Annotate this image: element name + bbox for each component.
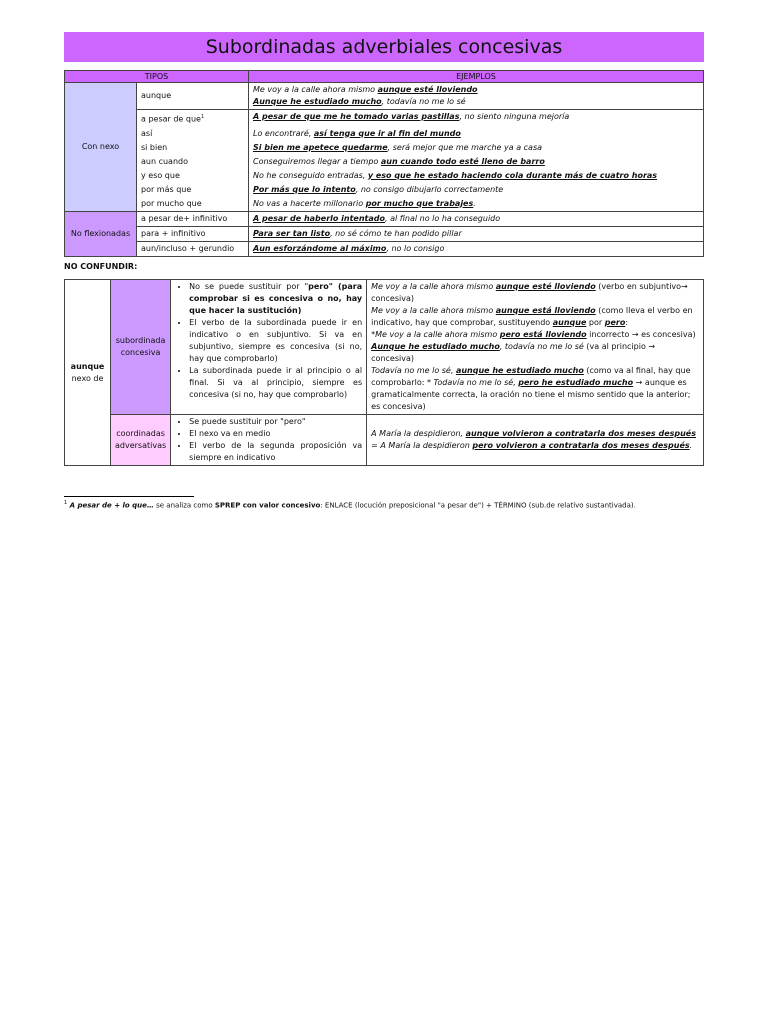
example-line <box>253 243 699 255</box>
text-run: Si bien me apetece quedarme <box>253 142 388 152</box>
tipo-cell: por más que <box>137 183 249 197</box>
text-run: , todavía no me lo sé <box>499 342 584 351</box>
text-run: pero <box>604 318 626 327</box>
text-run: SPREP con valor concesivo <box>214 501 321 510</box>
ejemplo-cell <box>249 155 704 169</box>
rule-item <box>189 281 362 317</box>
text-run: aunque esté lloviendo <box>495 282 596 291</box>
example-line <box>253 184 699 196</box>
text-run: , no lo consigo <box>386 243 445 253</box>
example-line <box>371 329 699 341</box>
text-run: : ENLACE (locución preposicional "a pesar de") + TÉRMINO (sub.de relativo sustantivada). <box>320 501 636 510</box>
text-run: Me voy a la calle ahora mismo <box>371 282 496 291</box>
text-run: " (para comprobar si es concesiva o no, hay que hacer la sustitución) <box>189 282 363 315</box>
ejemplo-cell <box>249 110 704 127</box>
text-run: Aunque he estudiado mucho <box>253 97 382 106</box>
rules-cell <box>171 415 367 466</box>
text-run: A pesar de que me he tomado varias pastillas <box>253 112 460 121</box>
text-run: Para ser tan listo <box>253 228 331 238</box>
rule-item <box>189 365 362 401</box>
header-ejemplos: EJEMPLOS <box>249 71 704 83</box>
page-title: Subordinadas adverbiales concesivas <box>64 32 704 62</box>
example-line <box>371 365 699 413</box>
table-row <box>65 169 704 183</box>
example-line <box>253 96 699 108</box>
example-line <box>253 128 699 140</box>
text-run: (como lleva el verbo en indicativo, hay que comprobar, sustituyendo <box>371 306 693 327</box>
text-run: Por más que lo intento <box>253 184 356 194</box>
text-run: , todavía no me lo sé <box>381 97 466 106</box>
text-run: = <box>371 441 381 450</box>
text-run: Todavía no me lo sé, <box>371 366 456 375</box>
example-line <box>253 142 699 154</box>
ejemplo-cell <box>249 197 704 212</box>
text-run: aunque está lloviendo <box>495 306 596 315</box>
tipo-cell: si bien <box>137 141 249 155</box>
text-run: por mucho que trabajes <box>365 198 474 208</box>
example-line <box>253 84 699 96</box>
example-line <box>371 440 699 452</box>
text-run: * Todavía no me lo sé, <box>426 378 519 387</box>
text-run: Me voy a la calle ahora mismo <box>253 85 378 94</box>
ejemplo-cell <box>367 280 704 415</box>
ejemplo-cell <box>249 183 704 197</box>
text-run: pero he estudiado mucho <box>518 378 634 387</box>
text-run: pero volvieron a contratarla dos meses después <box>472 441 690 450</box>
text-run: (como va al final, hay que comprobarlo: <box>371 366 691 387</box>
text-run: por <box>586 318 605 327</box>
tipo-cell: y eso que <box>137 169 249 183</box>
nexo-de-label: nexo de <box>71 373 104 383</box>
text-run: aun cuando todo esté lleno de barro <box>380 156 545 166</box>
ejemplo-cell <box>367 415 704 466</box>
text-run: Lo encontraré, <box>253 128 314 138</box>
text-run: , al final no lo ha conseguido <box>385 213 501 223</box>
table-row <box>65 226 704 241</box>
header-tipos: TIPOS <box>65 71 249 83</box>
tipo-cell: para + infinitivo <box>137 226 249 241</box>
text-run: aunque he estudiado mucho <box>455 366 584 375</box>
table-row <box>65 280 704 415</box>
text-run: No se puede sustituir por " <box>189 282 309 291</box>
example-line <box>253 156 699 168</box>
table-row <box>65 127 704 141</box>
tipo-cell: aunque <box>137 83 249 110</box>
text-run: El nexo va en medio <box>189 429 271 438</box>
text-run: Se puede sustituir por "pero" <box>189 417 306 426</box>
text-run: Aunque he estudiado mucho <box>371 342 500 351</box>
table-row <box>65 415 704 466</box>
ejemplo-cell <box>249 211 704 226</box>
text-run: , no siento ninguna mejoría <box>459 112 570 121</box>
text-run: y eso que he estado haciendo cola durante más de cuatro horas <box>367 170 658 180</box>
type-label: subordinada concesiva <box>111 280 171 415</box>
text-run: . <box>473 198 476 208</box>
ejemplo-cell <box>249 169 704 183</box>
rules-cell <box>171 280 367 415</box>
footnote-ref: 1 <box>200 114 205 120</box>
ejemplo-cell <box>249 83 704 110</box>
example-line <box>371 281 699 305</box>
text-run: , será mejor que me marche ya a casa <box>387 142 543 152</box>
text-run: pero está lloviendo <box>499 330 587 339</box>
aunque-cell <box>65 280 111 466</box>
table-row <box>65 141 704 155</box>
example-line <box>253 213 699 225</box>
example-line <box>253 111 699 123</box>
text-run: (verbo en subjuntivo→ concesiva) <box>371 282 688 303</box>
table-row <box>65 83 704 110</box>
tipo-cell: a pesar de+ infinitivo <box>137 211 249 226</box>
text-run: Aun esforzándome al máximo <box>253 243 387 253</box>
text-run: El verbo de la subordinada puede ir en indicativo o en subjuntivo. Si va en subjuntivo, siempre es concesiva (si no, hay que comprobarlo) <box>189 318 363 363</box>
text-run: Me voy a la calle ahora mismo <box>371 306 496 315</box>
rules-list <box>175 281 362 401</box>
text-run: No vas a hacerte millonario <box>253 198 366 208</box>
text-run: se analiza como <box>153 501 215 510</box>
text-run: así tenga que ir al fin del mundo <box>313 128 461 138</box>
example-line <box>253 170 699 182</box>
table-row <box>65 155 704 169</box>
tipo-cell: aun/incluso + gerundio <box>137 241 249 256</box>
ejemplo-cell <box>249 226 704 241</box>
ejemplo-cell <box>249 241 704 256</box>
text-run: A pesar de haberlo intentado <box>253 213 385 223</box>
tipo-cell: por mucho que <box>137 197 249 212</box>
text-run: . <box>689 441 693 450</box>
footnote-mark: 1 <box>64 500 68 506</box>
tipo-cell: a pesar de que$^1$ <box>137 110 249 127</box>
table-row <box>65 241 704 256</box>
example-line <box>253 228 699 240</box>
text-run: No he conseguido entradas, <box>253 170 368 180</box>
text-run: , no sé cómo te han podido pillar <box>330 228 462 238</box>
tipo-cell: así <box>137 127 249 141</box>
no-confundir-table <box>64 279 704 466</box>
text-run: → aunque es gramaticalmente correcta, la oración no tiene el mismo sentido que la anterior; es concesiva) <box>371 378 691 411</box>
text-run: El verbo de la segunda proposición va siempre en indicativo <box>189 441 363 462</box>
text-run: Conseguiremos llegar a tiempo <box>253 156 381 166</box>
text-run: A pesar de + lo que… <box>67 501 154 510</box>
text-run: aunque volvieron a contratarla dos meses después <box>465 429 696 438</box>
rule-item <box>189 440 362 464</box>
example-line <box>371 341 699 365</box>
ejemplo-cell <box>249 127 704 141</box>
ejemplo-cell <box>249 141 704 155</box>
footnote-rule <box>64 496 194 497</box>
type-label: coordinadas adversativas <box>111 415 171 466</box>
rule-item <box>189 416 362 428</box>
text-run: A María la despidieron <box>380 441 473 450</box>
text-run: (va al principio → concesiva) <box>371 342 656 363</box>
footnote <box>64 500 636 509</box>
rules-list <box>175 416 362 464</box>
tipos-table <box>64 70 704 257</box>
text-run: A María la despidieron, <box>371 429 466 438</box>
text-run: aunque <box>552 318 587 327</box>
text-run: incorrecto → es concesiva) <box>586 330 696 339</box>
text-run: : <box>625 318 629 327</box>
no-confundir-heading: NO CONFUNDIR: <box>64 262 138 271</box>
table-row <box>65 110 704 127</box>
text-run: *Me voy a la calle ahora mismo <box>371 330 500 339</box>
text-run: , no consigo dibujarlo correctamente <box>355 184 504 194</box>
table-row <box>65 183 704 197</box>
text-run: La subordinada puede ir al principio o al final. Si va al principio, siempre es concesiva (si no, hay que comprobarlo) <box>189 366 363 399</box>
example-line <box>371 428 699 440</box>
table-row <box>65 197 704 212</box>
tipo-cell: aun cuando <box>137 155 249 169</box>
example-line <box>253 198 699 210</box>
example-line <box>371 305 699 329</box>
group-label: Con nexo <box>65 83 137 212</box>
text-run: pero <box>308 282 329 291</box>
rule-item <box>189 428 362 440</box>
table-row <box>65 211 704 226</box>
aunque-label: aunque <box>70 361 105 371</box>
text-run: aunque esté lloviendo <box>377 85 478 94</box>
group-label: No flexionadas <box>65 211 137 256</box>
rule-item <box>189 317 362 365</box>
